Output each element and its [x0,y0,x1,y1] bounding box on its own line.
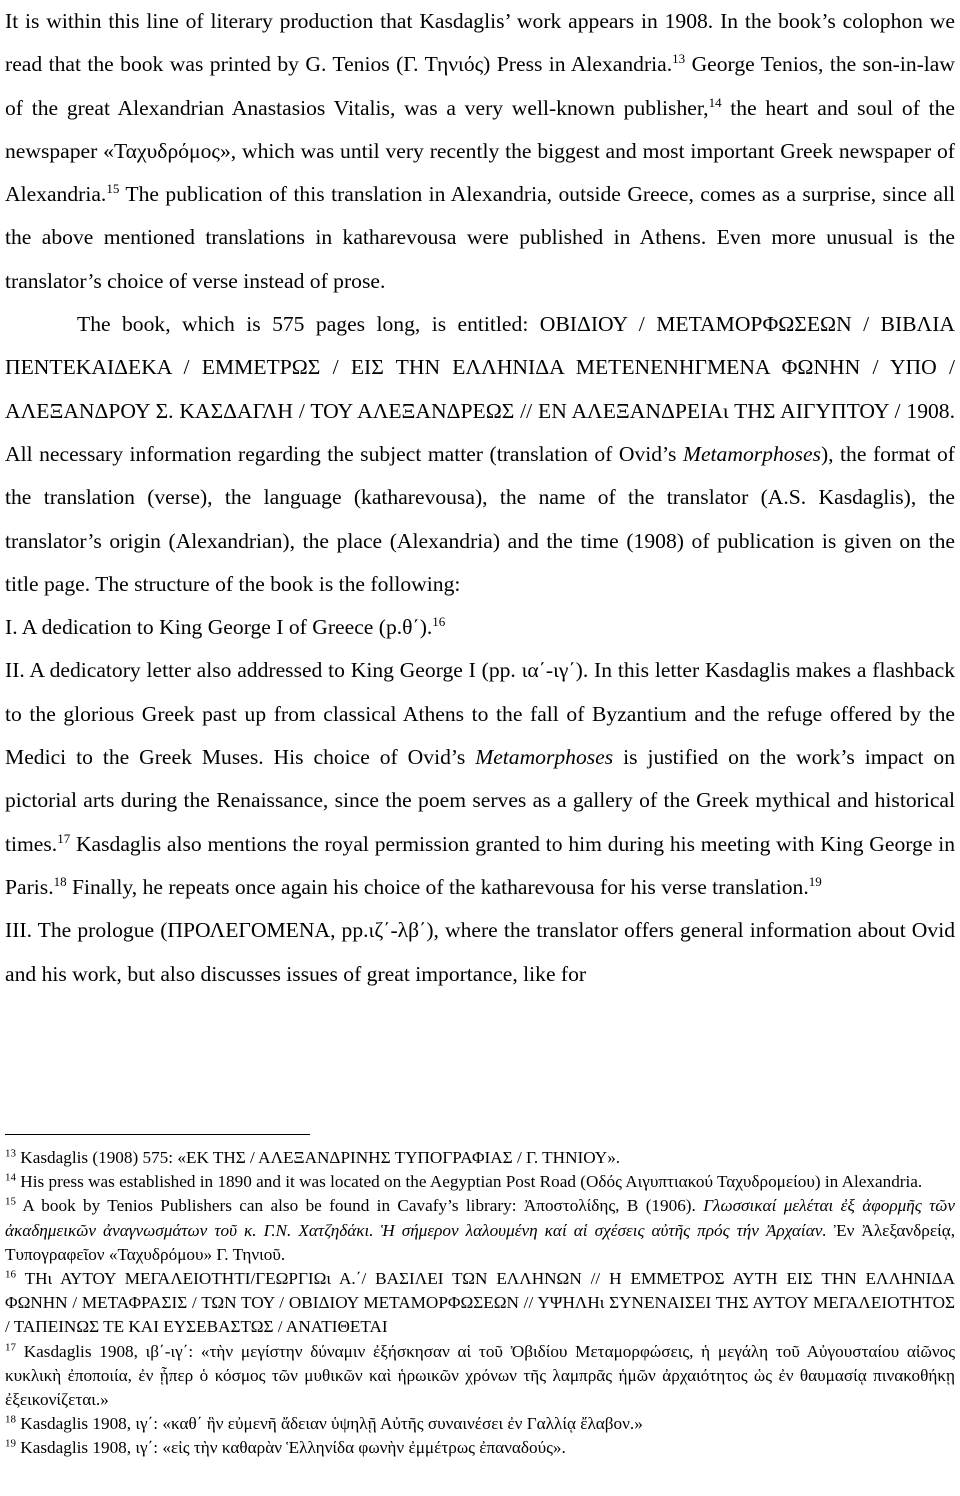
footnote-number: 16 [5,1268,16,1281]
footnote-number: 15 [5,1195,16,1208]
structure-item-1: I. A dedication to King George I of Greece (p.θ΄).$^{16}$ [5,613,446,640]
footnotes [5,1146,955,1461]
italic-title: Metamorphoses [475,745,614,770]
footnote: $^{13}$ Kasdaglis (1908) 575: «ΕΚ ΤΗΣ / ΑΛΕΞΑΝΔΡΙΝΗΣ ΤΥΠΟΓΡΑΦΙΑΣ / Γ. ΤΗΝΙΟΥ». [5,1147,621,1167]
footnote-separator [5,1134,310,1135]
italic-title: Metamorphoses [682,441,821,466]
italic-title: Γλωσσικαί μελέται ἐξ ἀφορμῆς τῶν ἀκαδημεικῶν ἀναγνωσμάτων τοῦ κ. Γ.Ν. Χατζηδάκι. Ἡ σήμερον λαλουμένη καί αἱ σχέσεις αὐτῆς πρός τήν Ἀρχαίαν. [5,1196,956,1240]
footnote-ref-16[interactable]: 16 [432,613,446,629]
footnote: $^{15}$ A book by Tenios Publishers can also be found in Cavafy’s library: Ἀποστολίδης, Β (1906). Γλωσσικαί μελέται ἐξ ἀφορμῆς τῶν ἀκαδημεικῶν ἀναγνωσμάτων τοῦ κ. Γ.Ν. Χατζηδάκι. Ἡ σήμερον λαλουμένη καί αἱ σχέσεις αὐτῆς πρός τήν Ἀρχαίαν. Ἐν Ἀλεξανδρείᾳ, Τυπογραφεῖον «Ταχυδρόμου» Γ. Τηνιοῦ. [5,1195,956,1264]
footnote-ref-15[interactable]: 15 [106,181,120,196]
footnote-ref-14[interactable]: 14 [708,94,722,110]
footnote-ref-17[interactable]: 17 [57,830,71,846]
footnote-number: 14 [5,1171,16,1184]
footnote: $^{19}$ Kasdaglis 1908, ιγ΄: «εἰς τὴν καθαρὰν Ἑλληνίδα φωνὴν ἐμμέτρως ἐπαναδούς». [5,1437,566,1458]
footnote: $^{14}$ His press was established in 1890 and it was located on the Aegyptian Post Road (Οδός Αιγυπτιακού Ταχυδρομείου) in Alexandria. [5,1171,923,1192]
footnote-ref-13[interactable]: 13 [672,51,686,67]
paragraph: The book, which is 575 pages long, is entitled: ΟΒΙΔΙΟΥ / ΜΕΤΑΜΟΡΦΩΣΕΩΝ / ΒΙΒΛΙΑ ΠΕΝΤΕΚΑΙΔΕΚΑ / ΕΜΜΕΤΡΩΣ / ΕΙΣ ΤΗΝ ΕΛΛΗΝΙΔΑ ΜΕΤΕΝΕΝΗΓΜΕΝΑ ΦΩΝΗΝ / ΥΠΟ / ΑΛΕΞΑΝΔΡΟΥ Σ. ΚΑΣΔΑΓΛΗ / ΤΟΥ ΑΛΕΞΑΝΔΡΕΩΣ // ΕΝ ΑΛΕΞΑΝΔΡΕΙΑι ΤΗΣ ΑΙΓΥΠΤΟΥ / 1908. All necessary information regarding the subject matter (translation of Ovid’s Metamorphoses), the format of the translation (verse), the language (katharevousa), the name of the translator (A.S. Kasdaglis), the translator’s origin (Alexandrian), the place (Alexandria) and the time (1908) of publication is given on the title page. The structure of the book is the following: [5,312,955,596]
paragraph: It is within this line of literary production that Kasdaglis’ work appears in 1908. In the book’s colophon we read that the book was printed by G. Tenios (Γ. Τηνιός) Press in Alexandria.$^{13}$ George Tenios, the son-in-law of the great Alexandrian Anastasios Vitalis, was a very well-known publisher,$^{14}$ the heart and soul of the newspaper «Ταχυδρόμος», which was until very recently the biggest and most important Greek newspaper of Alexandria.$^{15}$ The publication of this translation in Alexandria, outside Greece, comes as a surprise, since all the above mentioned translations in katharevousa were published in Athens. Even more unusual is the translator’s choice of verse instead of prose. [5,9,955,293]
main-text [5,0,955,996]
footnote-number: 13 [5,1147,16,1160]
footnote: $^{18}$ Kasdaglis 1908, ιγ΄: «καθ΄ ἣν εὐμενῆ ἄδειαν ὑψηλῇ Αὐτῆς συναινέσει ἐν Γαλλίᾳ ἔλαβον.» [5,1413,643,1434]
footnote: $^{17}$ Kasdaglis 1908, ιβ΄-ιγ΄: «τὴν μεγίστην δύναμιν ἐξήσκησαν αἱ τοῦ Ὀβιδίου Μεταμορφώσεις, ἡ μεγάλη τοῦ Αὐγουσταίου αἰῶνος κυκλικὴ ἐποποιία, ἐν ᾗπερ ὁ κόσμος τῶν μυθικῶν καὶ ἡρωικῶν χρόνων τῆς λαμπρᾶς ἡμῶν ἀρχαιότητος ὡς ἐν θαυμασίᾳ πινακοθήκῃ ἐξεικονίζεται.» [5,1340,955,1410]
footnote-ref-19[interactable]: 19 [808,873,822,889]
footnote-number: 18 [5,1413,16,1426]
structure-item-3: III. The prologue (ΠΡΟΛΕΓΟΜΕΝΑ, pp.ιζ΄-λβ΄), where the translator offers general information about Ovid and his work, but also discusses issues of great importance, like for [5,918,955,986]
footnote: $^{16}$ ΤΗι ΑΥΤΟΥ ΜΕΓΑΛΕΙΟΤΗΤΙ/ΓΕΩΡΓΙΩι Α.΄/ ΒΑΣΙΛΕΙ ΤΩΝ ΕΛΛΗΝΩΝ // Η ΕΜΜΕΤΡΟΣ ΑΥΤΗ ΕΙΣ ΤΗΝ ΕΛΛΗΝΙΔΑ ΦΩΝΗΝ / ΜΕΤΑΦΡΑΣΙΣ / ΤΩΝ ΤΟΥ / ΟΒΙΔΙΟΥ ΜΕΤΑΜΟΡΦΩΣΕΩΝ // ΥΨΗΛΗι ΣΥΝΕΝΑΙΣΕΙ ΤΗΣ ΑΥΤΟΥ ΜΕΓΑΛΕΙΟΤΗΤΟΣ / ΤΑΠΕΙΝΩΣ ΤΕ ΚΑΙ ΕΥΣΕΒΑΣΤΩΣ / ΑΝΑΤΙΘΕΤΑΙ [5,1268,955,1337]
footnote-number: 19 [5,1437,16,1450]
footnote-number: 17 [5,1340,16,1353]
structure-item-2: II. A dedicatory letter also addressed to King George I (pp. ια΄-ιγ΄). In this letter Kasdaglis makes a flashback to the glorious Greek past up from classical Athens to the fall of Byzantium and the refuge offered by the Medici to the Greek Muses. His choice of Ovid’s Metamorphoses is justified on the work’s impact on pictorial arts during the Renaissance, since the poem serves as a gallery of the Greek mythical and historical times.$^{17}$ Kasdaglis also mentions the royal permission granted to him during his meeting with King George in Paris.$^{18}$ Finally, he repeats once again his choice of the katharevousa for his verse translation.$^{19}$ [5,658,955,899]
footnote-ref-18[interactable]: 18 [53,873,67,889]
